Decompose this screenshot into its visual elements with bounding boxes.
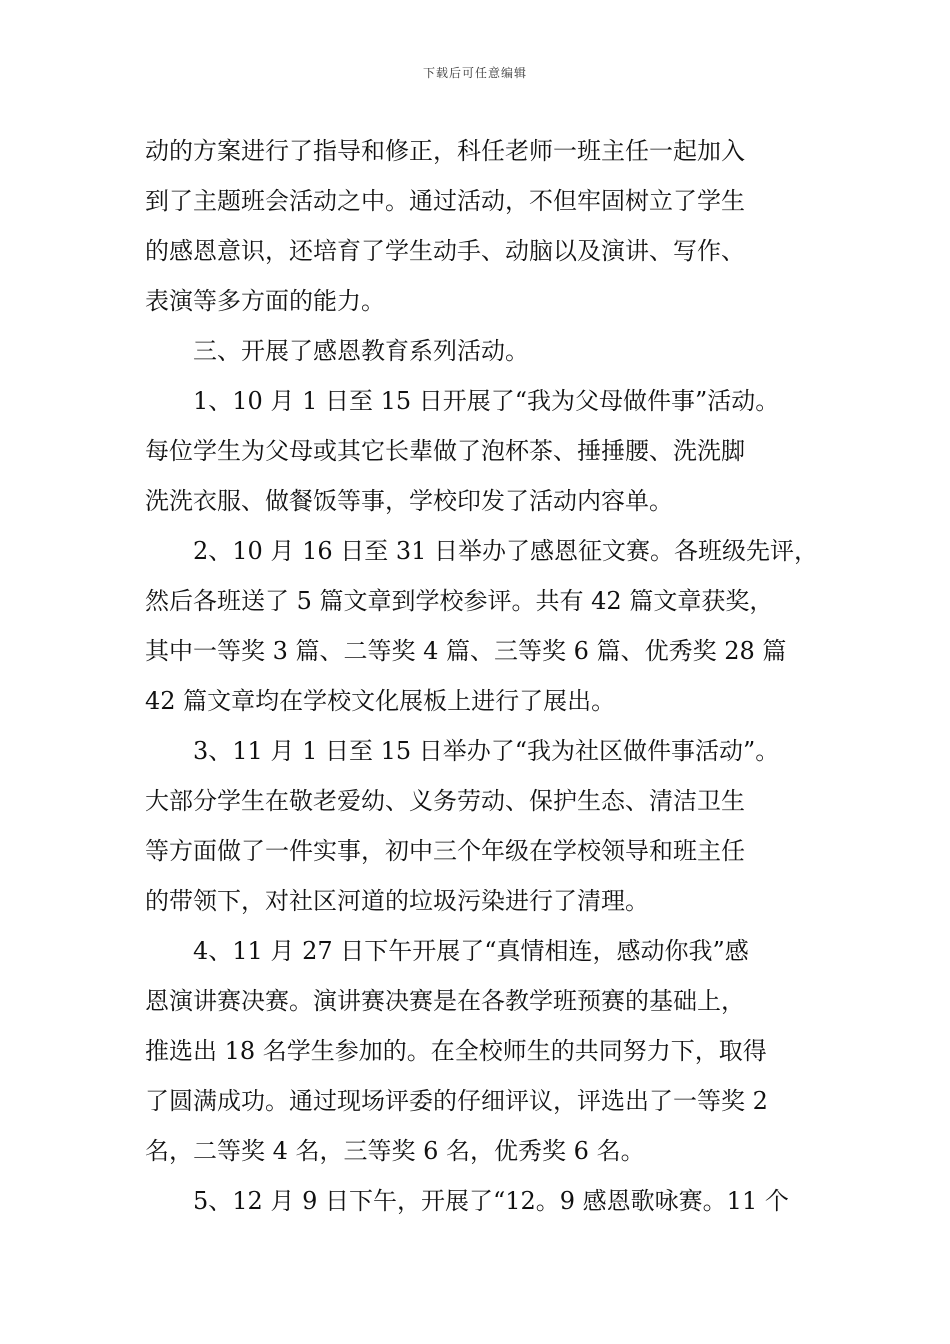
text-line: 洗洗衣服、做餐饭等事，学校印发了活动内容单。 [145,487,673,515]
text-line: 推选出 18 名学生参加的。在全校师生的共同努力下，取得 [145,1037,767,1065]
text-line: 2、10 月 16 日至 31 日举办了感恩征文赛。各班级先评， [193,537,819,565]
text-line: 的感恩意识，还培育了学生动手、动脑以及演讲、写作、 [145,237,745,265]
text-line: 5、12 月 9 日下午，开展了“12。9 感恩歌咏赛。11 个 [193,1187,789,1215]
text-line: 动的方案进行了指导和修正，科任老师一班主任一起加入 [145,137,745,165]
text-line: 表演等多方面的能力。 [145,287,385,315]
text-line: 4、11 月 27 日下午开展了“真情相连，感动你我”感 [193,937,749,965]
text-line: 3、11 月 1 日至 15 日举办了“我为社区做件事活动”。 [193,737,780,765]
page-header-note: 下载后可任意编辑 [422,66,527,80]
text-line: 每位学生为父母或其它长辈做了泡杯茶、捶捶腰、洗洗脚 [145,437,745,465]
document-body [145,126,825,1226]
text-line: 名，二等奖 4 名，三等奖 6 名，优秀奖 6 名。 [145,1137,645,1165]
text-line: 恩演讲赛决赛。演讲赛决赛是在各教学班预赛的基础上， [145,987,745,1015]
text-line: 大部分学生在敬老爱幼、义务劳动、保护生态、清洁卫生 [145,787,745,815]
text-line: 到了主题班会活动之中。通过活动，不但牢固树立了学生 [145,187,745,215]
text-line: 等方面做了一件实事，初中三个年级在学校领导和班主任 [145,837,745,865]
text-line: 其中一等奖 3 篇、二等奖 4 篇、三等奖 6 篇、优秀奖 28 篇 [145,637,787,665]
section-heading: 三、开展了感恩教育系列活动。 [193,337,529,365]
text-line: 了圆满成功。通过现场评委的仔细评议，评选出了一等奖 2 [145,1087,768,1115]
text-line: 42 篇文章均在学校文化展板上进行了展出。 [145,687,616,715]
text-line: 的带领下，对社区河道的垃圾污染进行了清理。 [145,887,649,915]
text-line: 然后各班送了 5 篇文章到学校参评。共有 42 篇文章获奖， [145,587,774,615]
text-line: 1、10 月 1 日至 15 日开展了“我为父母做件事”活动。 [193,387,780,415]
